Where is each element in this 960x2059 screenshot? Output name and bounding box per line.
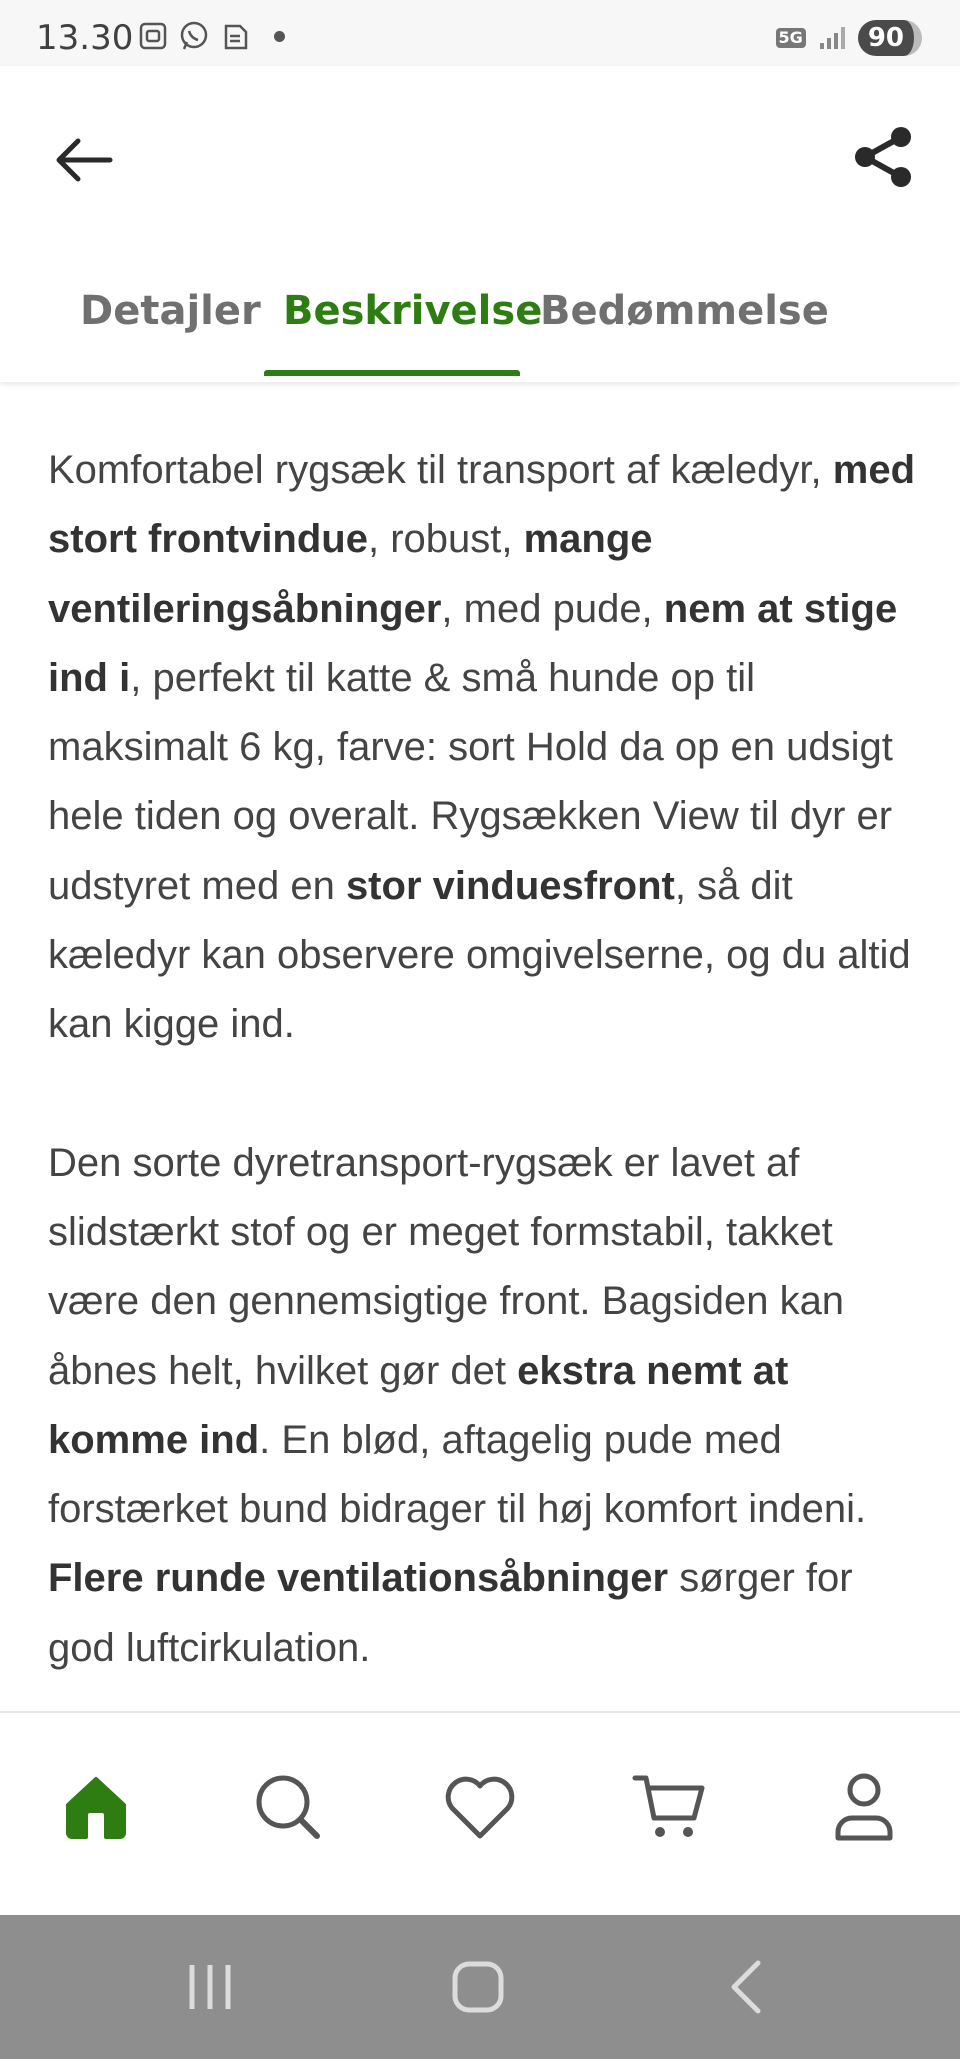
text-run: Komfortabel rygsæk til transport af kæledyr, bbox=[48, 448, 833, 492]
active-tab-indicator bbox=[264, 370, 520, 376]
share-icon bbox=[851, 125, 915, 189]
network-type: 5G bbox=[776, 28, 806, 48]
description-paragraph-1 bbox=[48, 436, 928, 1060]
paragraph-gap bbox=[48, 1060, 928, 1129]
back-button[interactable] bbox=[48, 124, 120, 196]
nav-home[interactable] bbox=[52, 1763, 140, 1851]
text-run: , robust, bbox=[367, 517, 524, 562]
home-icon bbox=[60, 1771, 132, 1843]
text-run: , med pude, bbox=[441, 586, 664, 631]
whatsapp-icon bbox=[178, 20, 210, 52]
bottom-navigation bbox=[0, 1711, 960, 1915]
cart-icon bbox=[632, 1772, 708, 1842]
status-time: 13.30 bbox=[36, 18, 134, 58]
nav-search[interactable] bbox=[244, 1763, 332, 1851]
system-home-icon bbox=[450, 1959, 506, 2015]
notification-icons bbox=[138, 20, 285, 52]
signal-icon bbox=[818, 25, 846, 51]
nav-cart[interactable] bbox=[626, 1763, 714, 1851]
text-run: , perfekt til katte & små hunde op til maksimalt 6 kg, farve: sort Hold da op en udsigt hele tiden og overalt. Rygsækken View til dyr er udstyret med en bbox=[48, 655, 893, 908]
tab-description[interactable]: Beskrivelse bbox=[283, 288, 543, 334]
bold-text: ekstra nemt at komme ind bbox=[48, 1348, 789, 1462]
text-run: , så dit kæledyr kan observere omgivelserne, og du altid kan kigge ind. bbox=[48, 863, 911, 1047]
nav-favorites[interactable] bbox=[436, 1763, 524, 1851]
system-back-button[interactable] bbox=[706, 1951, 786, 2023]
arrow-left-icon bbox=[54, 137, 114, 183]
bold-text: Flere runde ventilationsåbninger bbox=[48, 1556, 669, 1601]
clipboard-icon bbox=[220, 20, 250, 52]
system-home-button[interactable] bbox=[438, 1951, 518, 2023]
description-content[interactable] bbox=[48, 436, 928, 1711]
status-bar bbox=[0, 0, 960, 66]
bold-text: mange ventileringsåbninger bbox=[48, 517, 653, 631]
status-right bbox=[776, 20, 922, 56]
text-run: Den sorte dyretransport-rygsæk er lavet af slidstærkt stof og er meget formstabil, takket være den gennemsigtige front. Bagsiden kan åbnes helt, hvilket gør det bbox=[48, 1140, 845, 1393]
description-paragraph-2 bbox=[48, 1129, 928, 1683]
text-run: sørger for god luftcirkulation. bbox=[48, 1556, 853, 1670]
bold-text: stor vinduesfront bbox=[345, 863, 675, 908]
recent-apps-icon bbox=[182, 1961, 238, 2013]
share-button[interactable] bbox=[844, 118, 922, 196]
nav-account[interactable] bbox=[820, 1763, 908, 1851]
system-navigation-bar bbox=[0, 1915, 960, 2059]
screenshot-icon bbox=[138, 21, 168, 51]
battery-level: 90 bbox=[858, 20, 922, 56]
tab-bar bbox=[0, 272, 960, 382]
more-notifications-dot bbox=[274, 31, 285, 42]
tab-details[interactable]: Detajler bbox=[80, 288, 261, 334]
search-icon bbox=[253, 1772, 323, 1842]
recent-apps-button[interactable] bbox=[170, 1951, 250, 2023]
tab-reviews[interactable]: Bedømmelse bbox=[540, 288, 829, 334]
text-run: . En blød, aftagelig pude med forstærket bund bidrager til høj komfort indeni. bbox=[48, 1417, 867, 1532]
account-icon bbox=[832, 1772, 896, 1842]
bold-text: med stort frontvindue bbox=[48, 448, 915, 562]
heart-icon bbox=[444, 1774, 516, 1840]
bold-text: nem at stige ind i bbox=[48, 586, 898, 700]
chevron-left-icon bbox=[724, 1959, 768, 2015]
app-header bbox=[0, 66, 960, 382]
